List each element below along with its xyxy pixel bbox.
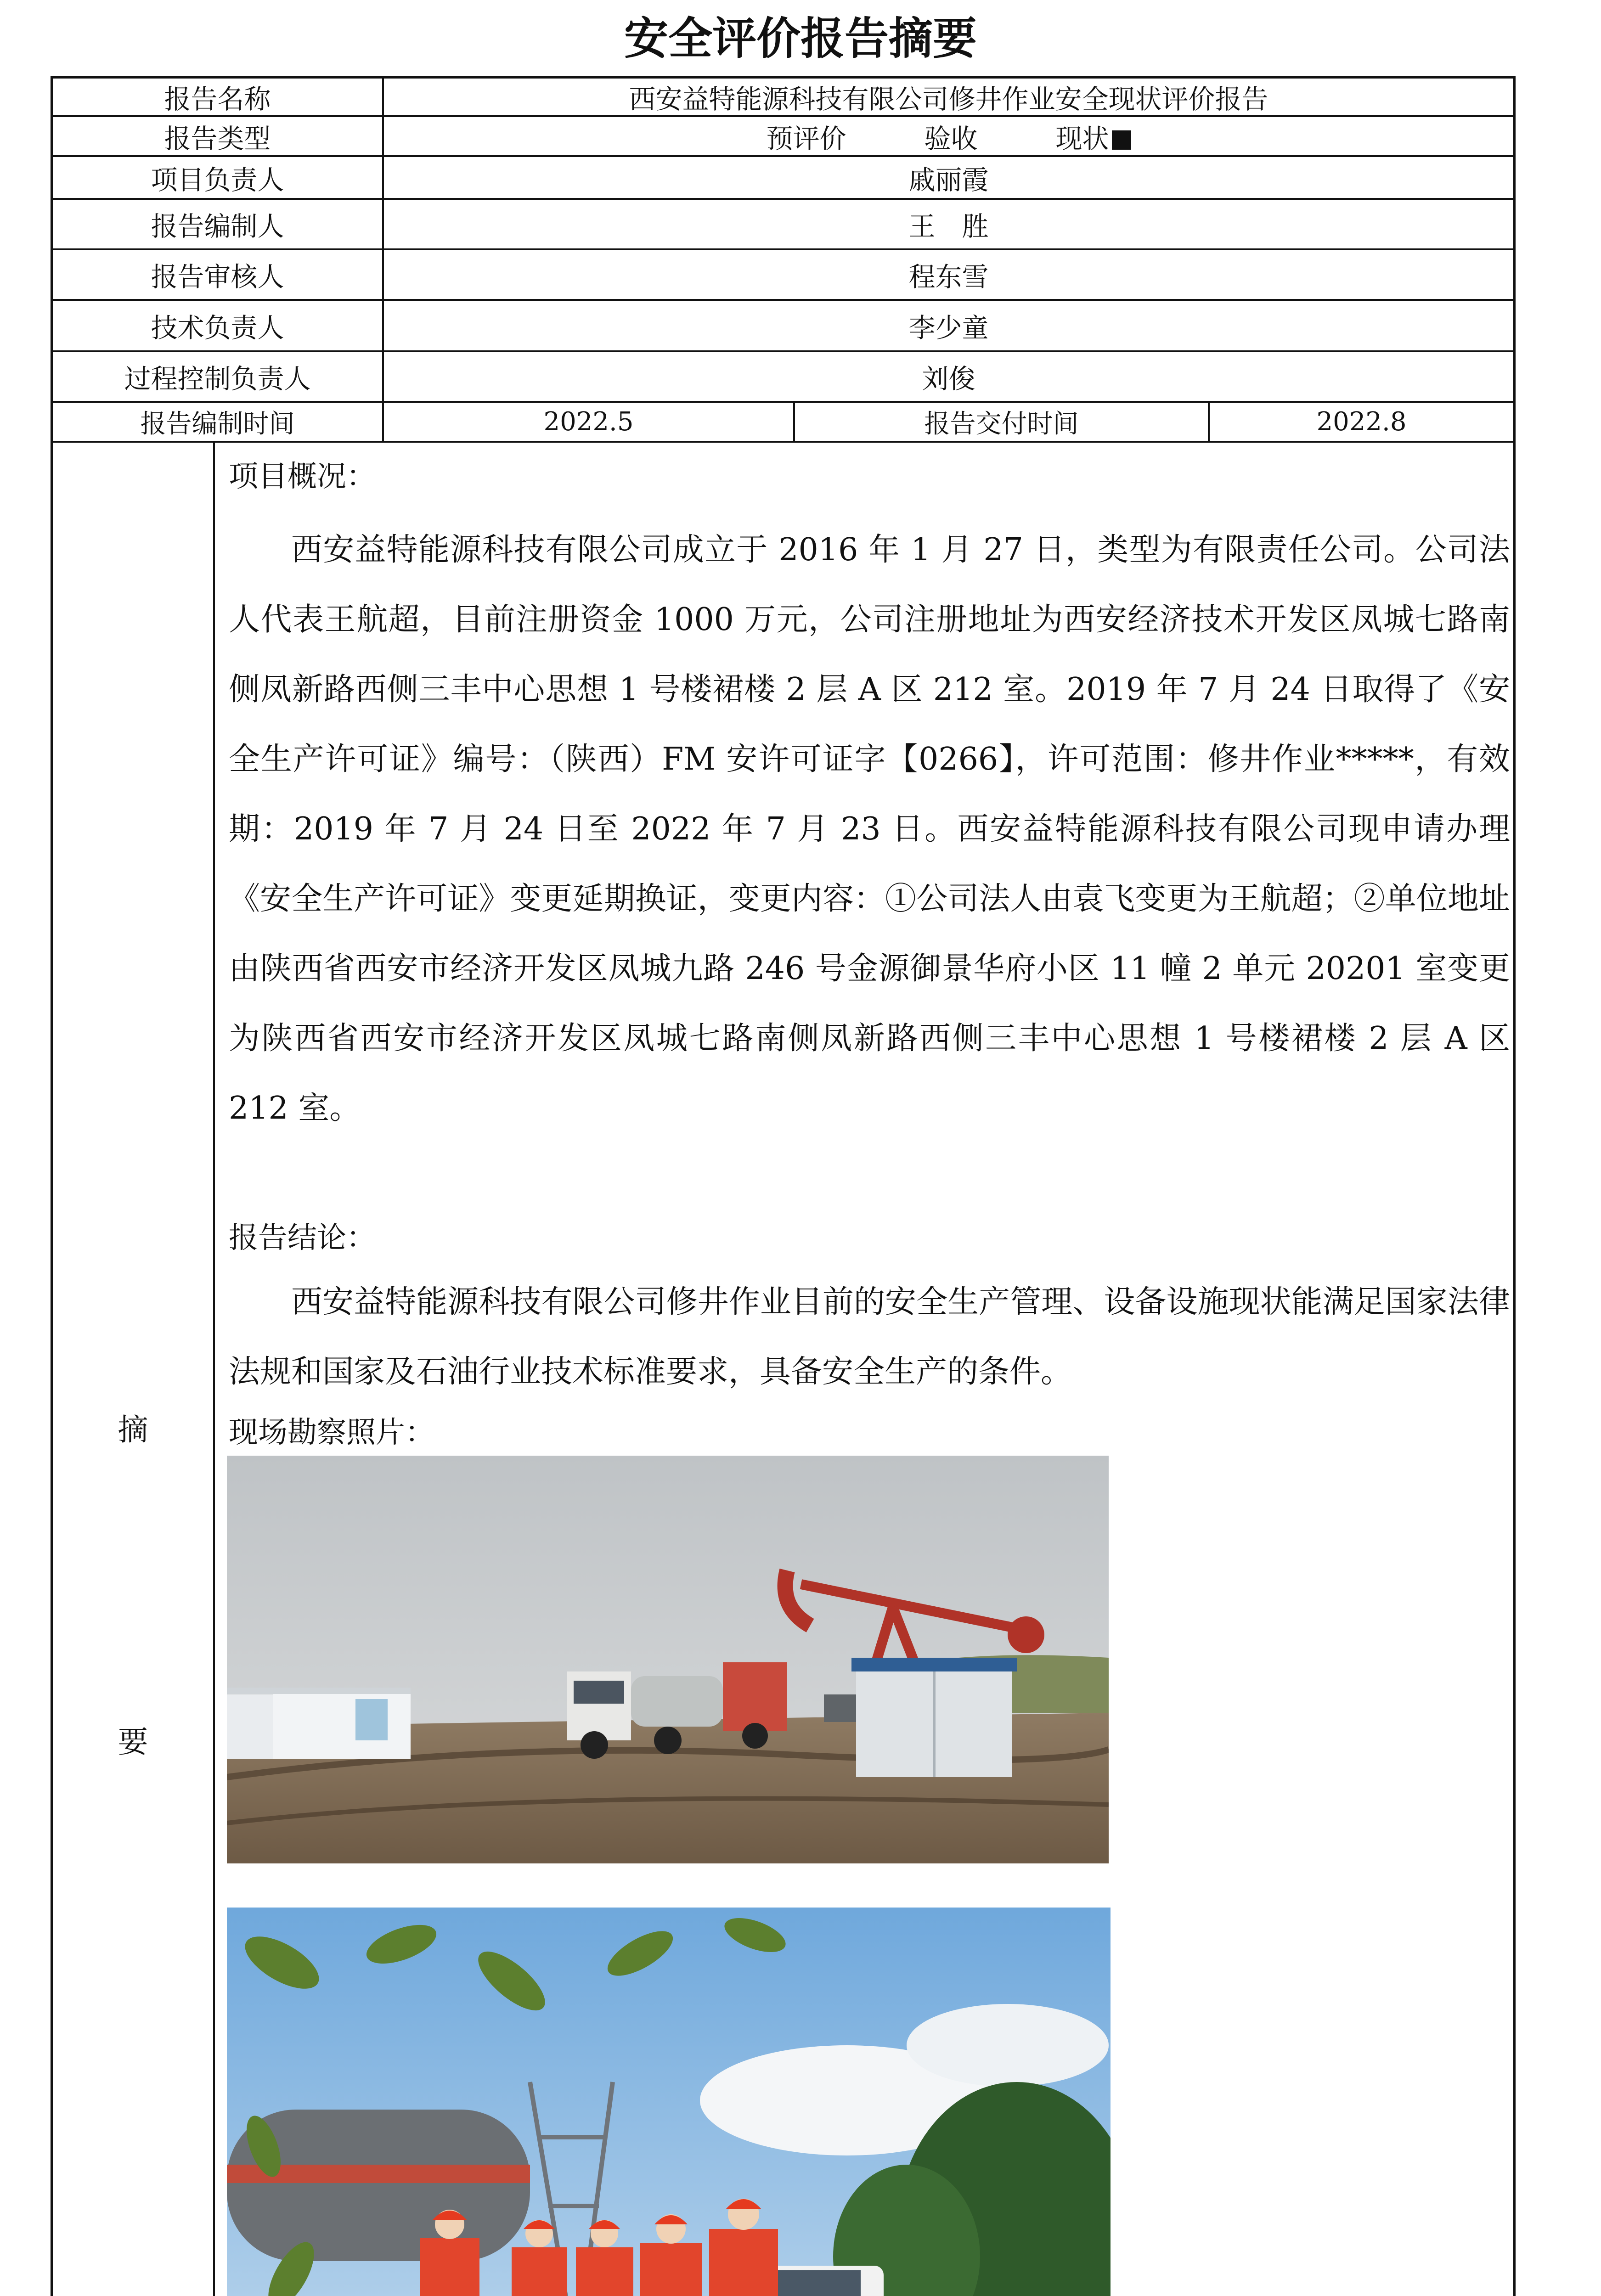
report-type-options: [384, 117, 1513, 155]
process-control-label: 过程控制负责人: [124, 363, 311, 394]
delivery-time-label: 报告交付时间: [924, 409, 1079, 439]
report-name-label: 报告名称: [164, 84, 271, 115]
process-control-value: 刘俊: [922, 363, 975, 394]
report-name-value: 西安益特能源科技有限公司修井作业安全现状评价报告: [629, 84, 1268, 115]
reviewer-value: 程东雪: [908, 261, 989, 293]
checked-box-icon: [1112, 130, 1131, 150]
option-acceptance: 验收: [924, 123, 978, 154]
report-type-label: 报告类型: [164, 123, 271, 154]
overview-heading: 项目概况：: [229, 460, 376, 494]
site-photo-oilfield: [227, 1456, 1109, 1863]
site-photo-team: [227, 1908, 1111, 2296]
conclusion-heading: 报告结论：: [229, 1221, 376, 1255]
photos-heading: 现场勘察照片：: [229, 1416, 434, 1450]
compiler-value: 王 胜: [908, 211, 989, 242]
option-pre-evaluation: 预评价: [766, 123, 846, 154]
delivery-time-value: 2022.8: [1316, 407, 1407, 437]
reviewer-label: 报告审核人: [151, 261, 284, 293]
compile-time-value: 2022.5: [543, 407, 634, 437]
tech-leader-label: 技术负责人: [151, 312, 284, 343]
tech-leader-value: 李少童: [908, 312, 989, 343]
project-leader-value: 戚丽霞: [908, 164, 989, 196]
compile-time-label: 报告编制时间: [140, 409, 295, 439]
option-current-status: 现状: [1056, 117, 1131, 156]
compiler-label: 报告编制人: [151, 211, 284, 242]
conclusion-paragraph: 西安益特能源科技有限公司修井作业目前的安全生产管理、设备设施现状能满足国家法律法规和国家及石油行业技术标准要求，具备安全生产的条件。: [229, 1284, 1510, 1390]
page-title: 安全评价报告摘要: [624, 13, 977, 64]
summary-label-top: 摘: [118, 1412, 148, 1447]
overview-paragraph: 西安益特能源科技有限公司成立于 2016 年 1 月 27 日，类型为有限责任公司。公司法人代表王航超，目前注册资金 1000 万元，公司注册地址为西安经济技术开发区凤城七路南侧凤新路西侧三丰中心思想 1 号楼裙楼 2 层 A 区 212 室。2019 年 7 月 24 日取得了《安全生产许可证》编号：（陕西）FM 安许可证字【0266】，许可范围：修井作业*****，有效期：2019 年 7 月 24 日至 2022 年 7 月 23 日。西安益特能源科技有限公司现申请办理《安全生产许可证》变更延期换证，变更内容：①公司法人由袁飞变更为王航超；②单位地址由陕西省西安市经济开发区凤城九路 246 号金源御景华府小区 11 幢 2 单元 20201 室变更为陕西省西安市经济开发区凤城七路南侧凤新路西侧三丰中心思想 1 号楼裙楼 2 层 A 区 212 室。: [229, 532, 1510, 1126]
project-leader-label: 项目负责人: [151, 164, 284, 196]
summary-label-bottom: 要: [118, 1724, 148, 1760]
